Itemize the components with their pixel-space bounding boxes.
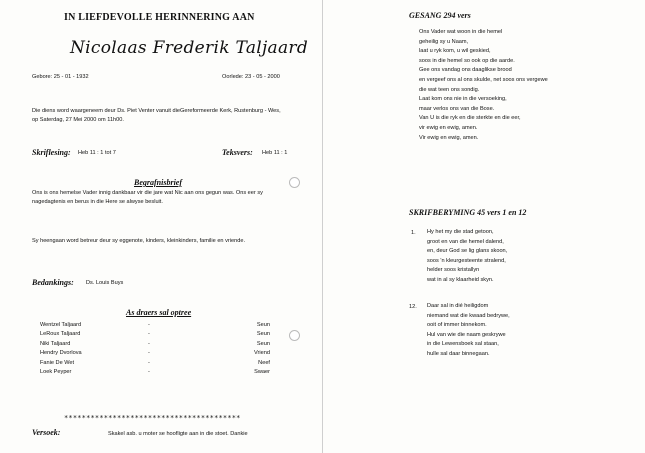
verse-line: helder soos kristallyn [427,267,480,274]
versoek-value: Skakel asb. u moter se hoofligte aan in die stoet. Dankie [108,431,248,437]
verse-line: Daar sal in dié heiligdom [427,303,489,309]
teksvers-label: Teksvers: [222,148,253,157]
bearer-separator: - [148,350,150,357]
memorial-heading: IN LIEFDEVOLLE HERINNERING AAN [64,12,255,23]
gesang-line: soos in die hemel so ook op die aarde. [419,57,515,64]
brief-line-1: Ons is ons hemelse Vader innig dankbaar vir die jare wat Nic aan ons gegun was. Ons eer sy [32,190,263,196]
verse-line: en, deur God se lig glans skoon, [427,248,508,255]
bedankings-value: Ds. Louis Buys [86,280,124,286]
service-line-1: Die diens word waargeneem deur Ds. Piet Venter vanuit dieGereformeerde Kerk, Rustenburg - Wes, [32,108,281,114]
verse-line: Hul van wie die naam geskrywe [427,331,506,338]
gesang-line: laat u ryk kom, u wil geskied, [419,48,491,55]
heengaan-text: Sy heengaan word betreur deur sy eggenote, kinders, kleinkinders, familie en vriende. [32,238,245,244]
birth-date: Gebore: 25 - 01 - 1932 [32,74,89,80]
bearer-row [40,331,270,340]
verse-1-number: 1. [411,230,416,236]
bearer-row [40,341,270,350]
verse-line: groot en van die hemel dalend, [427,238,504,245]
bearer-name: Niki Taljaard [40,340,71,347]
verse-12-text [427,302,510,360]
verse-12-number: 12. [409,304,417,310]
gesang-line: Laat kom ons nie in die versoeking, [419,96,507,103]
bearer-row [40,360,270,369]
bearer-relation: Vriend [254,350,270,357]
bearer-row [40,350,270,359]
bearer-name: Loek Peyper [40,369,72,375]
punch-hole [289,330,300,341]
bearer-separator: - [148,369,150,375]
verse-line: wat in al sy klaarheid skyn. [427,276,494,283]
bearer-relation: Seun [256,331,270,338]
bearer-relation: Seun [256,340,270,347]
teksvers-value: Heb 11 : 1 [262,150,288,156]
skrifberyming-title: SKRIFBERYMING 45 vers 1 en 12 [409,208,527,217]
bearer-separator: - [148,359,150,366]
bearer-name: LeRoux Taljaard [40,331,81,338]
gesang-line: Van U is die ryk en die sterkte en die eer, [419,115,521,122]
draers-title: As draers sal optree [126,308,192,317]
bearer-name: Fanie De Wet [40,359,75,366]
gesang-line: geheilig sy u Naam, [419,38,469,45]
service-line-2: op Saterdag, 27 Mei 2000 om 11h00. [32,117,124,123]
bearer-name: Wentzel Taljaard [40,322,82,328]
bearer-name: Hendry Dvorlova [40,350,82,357]
verse-line: Hy het my die stad getoon, [427,229,494,235]
right-page [323,0,645,453]
brief-line-2: nagedagtenis en berus in die Here se alwyse besluit. [32,199,163,205]
gesang-line: maar verlos ons van die Bose. [419,105,495,112]
bearer-row [40,369,270,378]
verse-line: hulle sal daar binnegaan. [427,350,490,357]
bearer-relation: Swaer [254,369,270,375]
gesang-line: Ons Vader wat woon in die hemel [419,29,503,35]
bearer-relation: Neef [258,359,270,366]
gesang-line: Vir ewig en ewig, amen. [419,134,479,141]
left-page [0,0,322,453]
bearer-row [40,322,270,331]
bedankings-label: Bedankings: [32,278,74,287]
divider-stars: **************************************** [64,414,241,422]
gesang-title: GESANG 294 vers [409,11,471,20]
gesang-line: en vergeef ons al ons skulde, net soos ons vergewe [419,76,548,83]
skriflesing-label: Skriflesing: [32,148,71,157]
bearer-separator: - [148,331,150,338]
skriflesing-value: Heb 11 : 1 tot 7 [78,150,116,156]
bearer-relation: Seun [256,322,270,328]
gesang-line: Gee ons vandag ons daaglikse brood [419,67,512,74]
gesang-line: die wat teen ons sondig. [419,86,480,93]
verse-line: niemand wat die kwaad bedrywe, [427,312,510,319]
verse-line: soos 'n kleurgesteente stralend, [427,257,506,264]
verse-line: ooit of immer binnekom. [427,322,487,329]
begrafnisbrief-title: Begrafnisbrief [134,178,182,187]
gesang-line: vir ewig en ewig, amen. [419,124,478,131]
gesang-text [419,28,548,143]
versoek-label: Versoek: [32,428,61,437]
punch-hole [289,177,300,188]
verse-line: in die Lewensboek sal staan, [427,341,499,348]
bearer-separator: - [148,340,150,347]
deceased-name: Nicolaas Frederik Taljaard [70,38,309,58]
verse-1-text [427,228,507,286]
bearer-separator: - [148,322,150,328]
death-date: Oorlede: 23 - 05 - 2000 [222,74,280,80]
